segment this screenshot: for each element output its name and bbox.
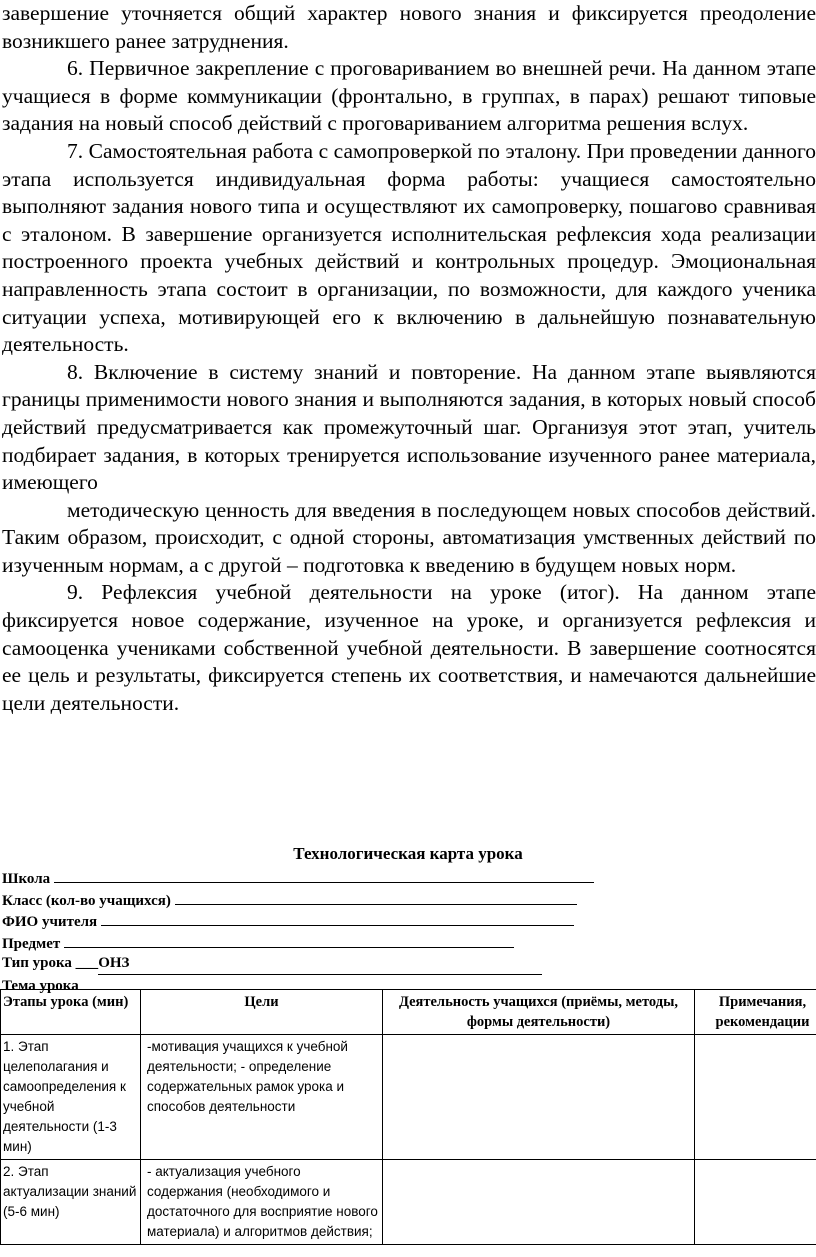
field-label: Класс (кол-во учащихся): [2, 892, 175, 909]
paragraph-continuation: завершение уточняется общий характер нового знания и фиксируется преодоление возникшего ранее затруднения.: [2, 1, 816, 53]
field-value: [101, 911, 574, 926]
field-school: [2, 868, 816, 890]
paragraph-stage-8-cont: методическую ценность для введения в последующем новых способов действий. Таким образом, происходит, с одной стороны, автоматизация умственных действий по изученным нормам, а с другой – подготовка к введению в будущем новых норм.: [2, 497, 816, 577]
field-lesson-type: [2, 954, 816, 975]
field-value: [54, 868, 594, 883]
field-value: [175, 890, 577, 905]
card-title: Технологическая карта урока: [293, 844, 523, 863]
lesson-fields: [2, 868, 816, 997]
field-teacher: [2, 911, 816, 933]
cell-activity: [383, 1160, 695, 1245]
paragraph-stage-9: 9. Рефлексия учебной деятельности на уроке (итог). На данном этапе фиксируется новое содержание, изученное на уроке, и организуется рефлексия и самооценка учениками собственной учебной деятельности. В завершение соотносятся ее цель и результаты, фиксируется степень их соответствия, и намечаются дальнейшие цели деятельности.: [2, 580, 816, 715]
field-label: Предмет: [2, 935, 65, 952]
paragraph-stage-7: 7. Самостоятельная работа с самопроверкой по эталону. При проведении данного этапа используется индивидуальная форма работы: учащиеся самостоятельно выполняют задания нового типа и осуществляют их самопроверку, пошагово сравнивая с эталоном. В завершение организуется исполнительская рефлексия хода реализации построенного проекта учебных действий и контрольных процедур. Эмоциональная направленность этапа состоит в организации, по возможности, для каждого ученика ситуации успеха, мотивирующей его к включению в дальнейшую познавательную деятельность.: [2, 138, 816, 357]
header-stage: Этапы урока (мин): [1, 990, 141, 1035]
header-activity: Деятельность учащихся (приёмы, методы, формы деятельности): [383, 990, 695, 1035]
cell-notes: [695, 1035, 816, 1160]
field-value: [82, 975, 592, 990]
field-label: ФИО учителя: [2, 914, 101, 931]
header-notes: Примечания, рекомендации: [695, 990, 816, 1035]
table-row: [1, 1160, 816, 1245]
cell-stage: 2. Этап актуализации знаний (5-6 мин): [1, 1160, 141, 1245]
table-header-row: [1, 990, 816, 1035]
cell-notes: [695, 1160, 816, 1245]
field-value: ОНЗ: [98, 954, 542, 975]
table-row: [1, 1035, 816, 1160]
header-goals: Цели: [141, 990, 383, 1035]
cell-activity: [383, 1035, 695, 1160]
paragraph-stage-6: 6. Первичное закрепление с проговариванием во внешней речи. На данном этапе учащиеся в форме коммуникации (фронтально, в группах, в парах) решают типовые задания на новый способ действий с проговариванием алгоритма решения вслух.: [2, 56, 816, 136]
field-label: Школа: [2, 871, 54, 887]
field-label: Тип урока ___: [2, 955, 99, 972]
field-label: Тема урока: [2, 977, 83, 994]
field-subject: [2, 933, 816, 955]
body-text: [2, 0, 816, 717]
cell-stage: 1. Этап целеполагания и самоопределения к учебной деятельности (1-3 мин): [1, 1035, 141, 1160]
field-value: [64, 933, 514, 948]
cell-goals: - актуализация учебного содержания (необходимого и достаточного для восприятие нового материала) и алгоритмов действия;: [141, 1160, 383, 1245]
lesson-table: [0, 989, 816, 1245]
cell-goals: -мотивация учащихся к учебной деятельности; - определение содержательных рамок урока и способов деятельности: [141, 1035, 383, 1160]
field-class: [2, 890, 816, 912]
paragraph-stage-8: 8. Включение в систему знаний и повторение. На данном этапе выявляются границы применимости нового знания и выполняются задания, в которых новый способ действий предусматривается как промежуточный шаг. Организуя этот этап, учитель подбирает задания, в которых тренируется использование изученного ранее материала, имеющего: [2, 359, 816, 495]
